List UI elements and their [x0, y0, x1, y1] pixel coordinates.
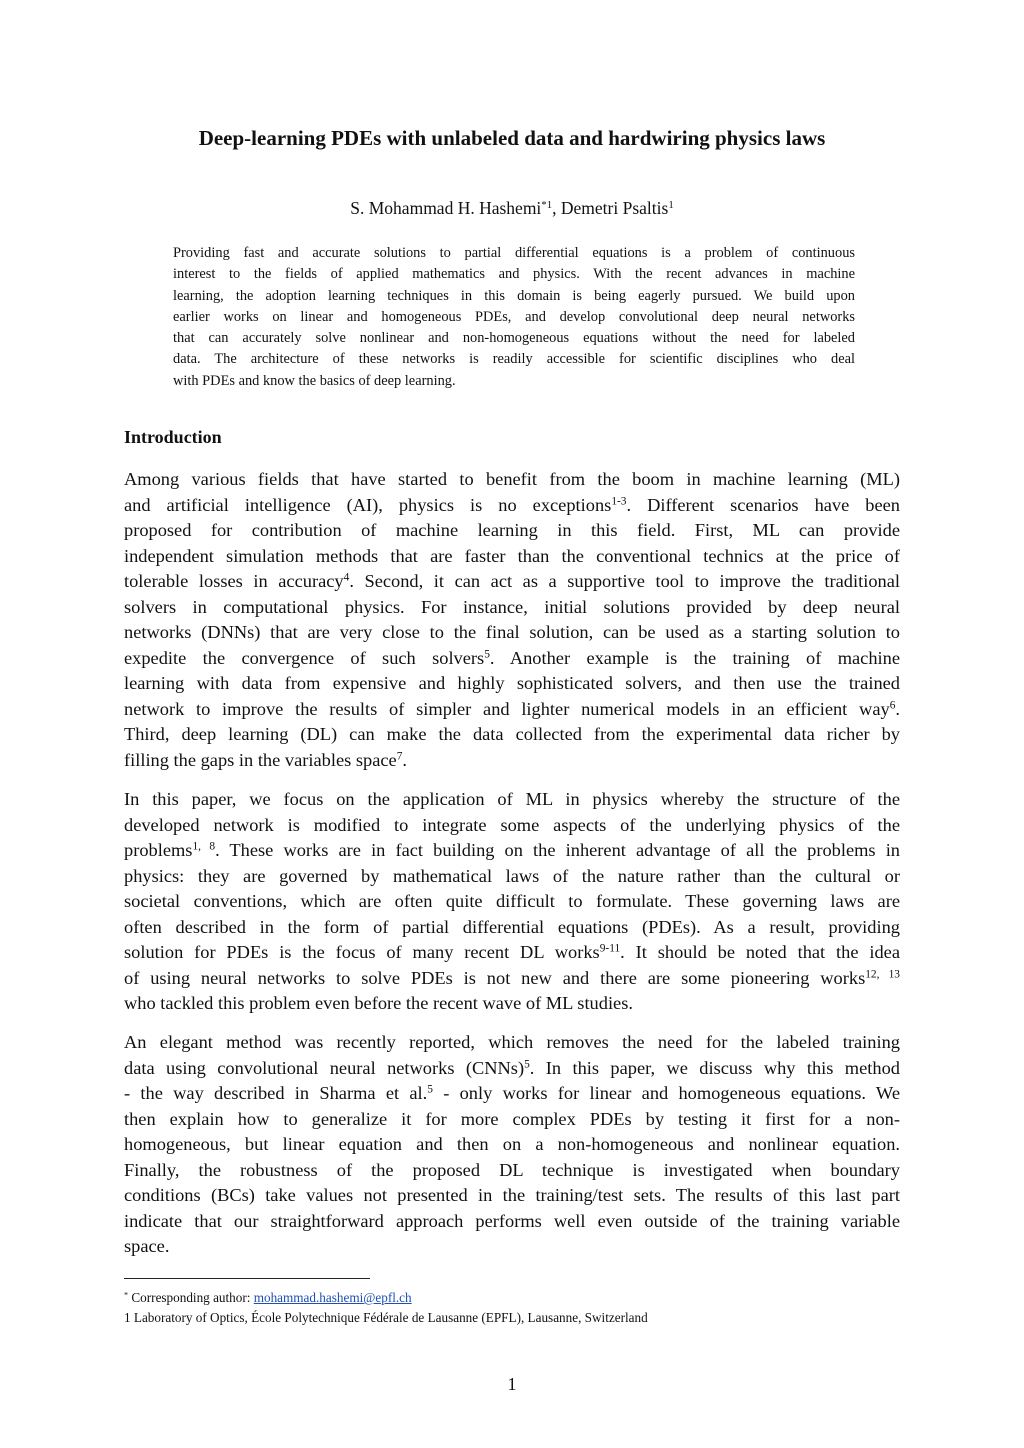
abstract — [173, 243, 855, 392]
text-line: developed network is modified to integrate some aspects of the underlying physics of the — [124, 814, 900, 835]
citation: 5 — [484, 648, 490, 661]
text-line: learning with data from expensive and highly sophisticated solvers, and then use the trained — [124, 673, 900, 693]
citation: 6 — [889, 699, 896, 712]
author-separator: , — [552, 198, 561, 218]
text-line: then explain how to generalize it for more complex PDEs by testing it first for a non- — [124, 1108, 900, 1129]
intro-paragraph-2 — [124, 787, 900, 1017]
intro-paragraph-1 — [124, 467, 900, 773]
citation: 9-11 — [599, 942, 621, 955]
citation: 12, 13 — [865, 968, 900, 981]
text-line: who tackled this problem even before the recent wave of ML studies. — [124, 993, 633, 1013]
text-line: An elegant method was recently reported, which removes the need for the labeled training — [124, 1032, 900, 1052]
citation: 1, 8 — [192, 840, 216, 853]
text-line: tolerable losses in accuracy$^4$. Second, it can act as a supportive tool to improve the traditional — [124, 571, 900, 591]
author-psaltis: Demetri Psaltis — [560, 198, 669, 218]
author-line — [0, 198, 1024, 219]
text-line: - the way described in Sharma et al.$^5$ - only works for linear and homogeneous equations. We — [124, 1083, 900, 1103]
text-line: Finally, the robustness of the proposed DL technique is investigated when boundary — [124, 1159, 900, 1180]
text-line: indicate that our straightforward approach performs well even outside of the training variable — [124, 1210, 900, 1231]
text-line: homogeneous, but linear equation and then on a non-homogeneous and nonlinear equation. — [124, 1134, 900, 1154]
text-line: of using neural networks to solve PDEs is not new and there are some pioneering works$^{12, 13}$ — [124, 967, 900, 988]
text-line: solution for PDEs is the focus of many recent DL works$^{9-11}$. It should be noted that the idea — [124, 942, 900, 962]
footnote-mark: * — [124, 1290, 129, 1300]
author-email-link[interactable]: mohammad.hashemi@epfl.ch — [253, 1290, 412, 1305]
abstract-line: that can accurately solve nonlinear and non-homogeneous equations without the need for labeled — [173, 330, 855, 347]
paper-title: Deep-learning PDEs with unlabeled data and hardwiring physics laws — [198, 126, 826, 150]
abstract-line: earlier works on linear and homogeneous PDEs, and develop convolutional deep neural networks — [173, 308, 855, 325]
text-line: solvers in computational physics. For instance, initial solutions provided by deep neural — [124, 596, 900, 617]
text-line: In this paper, we focus on the application of ML in physics whereby the structure of the — [124, 789, 900, 809]
abstract-line: interest to the fields of applied mathematics and physics. With the recent advances in machine — [173, 266, 855, 283]
text-line: problems$^{1, 8}$. These works are in fact building on the inherent advantage of all the problems in — [124, 840, 900, 860]
author-psaltis-mark: 1 — [668, 199, 674, 212]
section-heading-introduction: Introduction — [124, 427, 222, 447]
footnote-divider — [124, 1278, 370, 1279]
text-line: space. — [124, 1236, 170, 1256]
footnotes — [124, 1288, 648, 1328]
text-line: filling the gaps in the variables space$^7$. — [124, 749, 408, 770]
citation: 1-3 — [611, 495, 627, 508]
text-line: often described in the form of partial differential equations (PDEs). As a result, providing — [124, 916, 900, 937]
text-line: network to improve the results of simpler and lighter numerical models in an efficient way$^6$. — [124, 698, 900, 719]
author-hashemi-mark: *1 — [541, 199, 553, 212]
intro-paragraph-3 — [124, 1030, 900, 1260]
footnote-corresponding: * Corresponding author: mohammad.hashemi@epfl.ch — [124, 1290, 412, 1305]
citation: 4 — [343, 571, 350, 584]
abstract-line: learning, the adoption learning techniques in this domain is being eagerly pursued. We build upon — [173, 287, 855, 304]
text-line: conditions (BCs) take values not presented in the training/test sets. The results of this last part — [124, 1185, 900, 1205]
text-line: independent simulation methods that are faster than the conventional technics at the price of — [124, 545, 900, 566]
abstract-line: data. The architecture of these networks is readily accessible for scientific disciplines who deal — [173, 351, 855, 368]
citation: 5 — [524, 1058, 530, 1071]
author-hashemi: S. Mohammad H. Hashemi — [350, 198, 542, 218]
text-line: Third, deep learning (DL) can make the data collected from the experimental data richer by — [124, 724, 900, 744]
text-line: Among various fields that have started to benefit from the boom in machine learning (ML) — [124, 469, 900, 489]
text-line: data using convolutional neural networks (CNNs)$^5$. In this paper, we discuss why this method — [124, 1057, 900, 1078]
citation: 5 — [427, 1083, 433, 1096]
text-line: societal conventions, which are often quite difficult to formulate. These governing laws are — [124, 891, 900, 911]
page-number: 1 — [507, 1374, 517, 1394]
citation: 7 — [396, 750, 403, 763]
abstract-line: with PDEs and know the basics of deep learning. — [173, 372, 456, 389]
footnote-affiliation: 1 Laboratory of Optics, École Polytechnique Fédérale de Lausanne (EPFL), Lausanne, Switzerland — [124, 1310, 648, 1325]
text-line: networks (DNNs) that are very close to the final solution, can be used as a starting solution to — [124, 622, 900, 642]
text-line: physics: they are governed by mathematical laws of the nature rather than the cultural or — [124, 865, 900, 886]
abstract-line: Providing fast and accurate solutions to partial differential equations is a problem of continuous — [173, 245, 855, 261]
text-line: proposed for contribution of machine learning in this field. First, ML can provide — [124, 520, 900, 540]
text-line: expedite the convergence of such solvers$^5$. Another example is the training of machine — [124, 647, 900, 668]
text-line: and artificial intelligence (AI), physics is no exceptions$^{1-3}$. Different scenarios have been — [124, 494, 900, 515]
